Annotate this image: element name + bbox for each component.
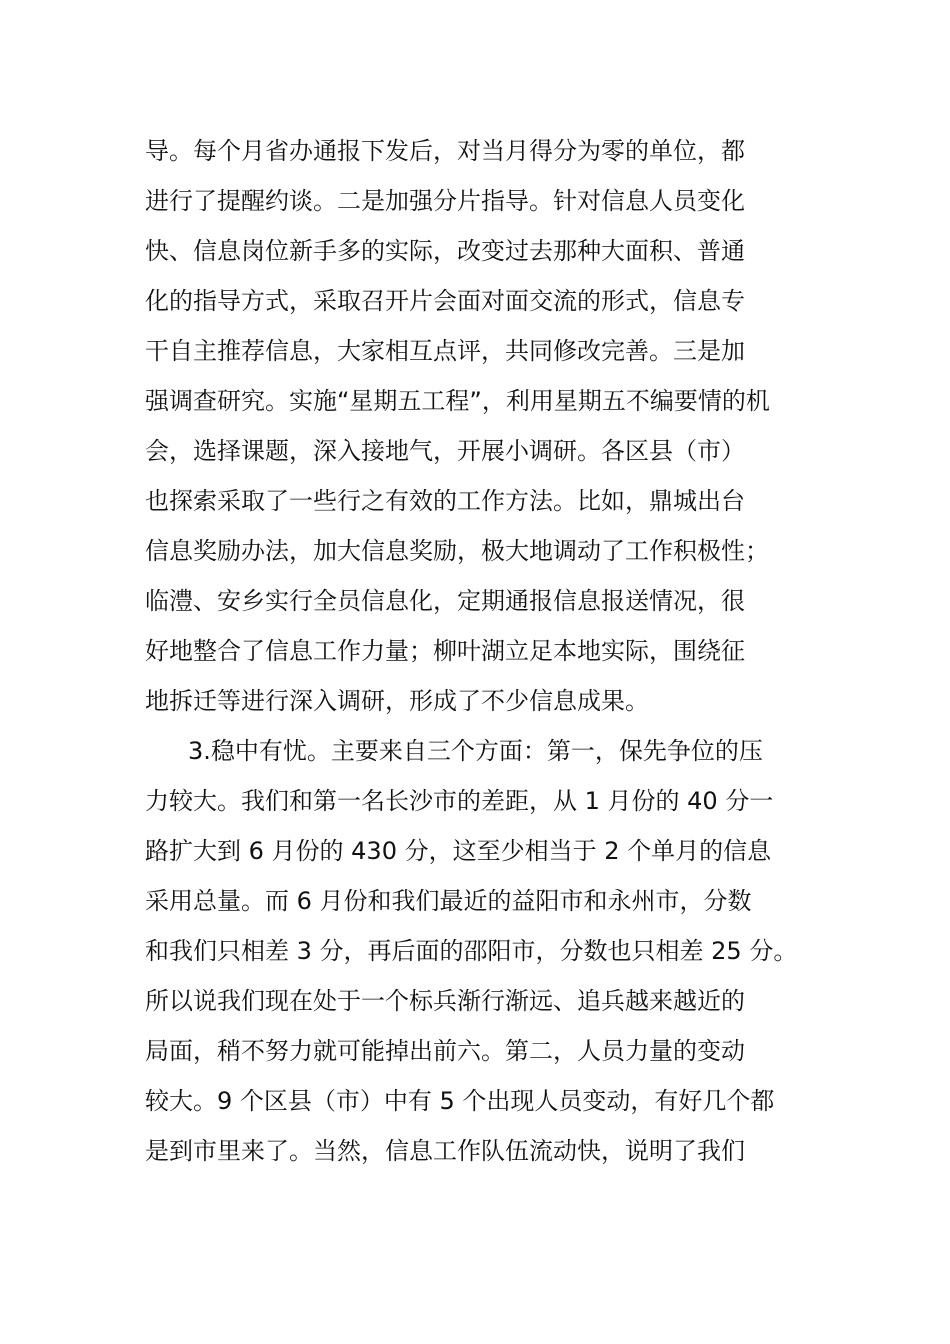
- text-line: 是到市里来了。当然，信息工作队伍流动快，说明了我们: [145, 1137, 745, 1165]
- text-line: 信息奖励办法，加大信息奖励，极大地调动了工作积极性；: [145, 537, 769, 565]
- text-line: 地拆迁等进行深入调研，形成了不少信息成果。: [145, 687, 649, 715]
- text-line: 临澧、安乡实行全员信息化，定期通报信息报送情况，很: [145, 587, 745, 615]
- text-line: 所以说我们现在处于一个标兵渐行渐远、追兵越来越近的: [145, 987, 745, 1015]
- text-line: 和我们只相差 3 分，再后面的邵阳市，分数也只相差 25 分。: [145, 937, 798, 965]
- text-line: 力较大。我们和第一名长沙市的差距，从 1 月份的 40 分一: [145, 787, 774, 815]
- text-line: 路扩大到 6 月份的 430 分，这至少相当于 2 个单月的信息: [145, 837, 772, 865]
- text-line: 进行了提醒约谈。二是加强分片指导。针对信息人员变化: [145, 187, 745, 215]
- text-line: 采用总量。而 6 月份和我们最近的益阳市和永州市，分数: [145, 887, 752, 915]
- paragraph-start-line: 3.稳中有忧。主要来自三个方面：第一，保先争位的压: [188, 737, 763, 765]
- text-line: 也探索采取了一些行之有效的工作方法。比如，鼎城出台: [145, 487, 745, 515]
- text-line: 导。每个月省办通报下发后，对当月得分为零的单位，都: [145, 137, 745, 165]
- text-line: 较大。9 个区县（市）中有 5 个出现人员变动，有好几个都: [145, 1087, 775, 1115]
- text-line: 干自主推荐信息，大家相互点评，共同修改完善。三是加: [145, 337, 745, 365]
- text-line: 会，选择课题，深入接地气，开展小调研。各区县（市）: [145, 437, 745, 465]
- text-line: 强调查研究。实施“星期五工程”，利用星期五不编要情的机: [145, 387, 770, 415]
- body-text: [145, 126, 825, 1176]
- text-line: 化的指导方式，采取召开片会面对面交流的形式，信息专: [145, 287, 745, 315]
- text-line: 快、信息岗位新手多的实际，改变过去那种大面积、普通: [145, 237, 745, 265]
- text-line: 局面，稍不努力就可能掉出前六。第二，人员力量的变动: [145, 1037, 745, 1065]
- text-line: 好地整合了信息工作力量；柳叶湖立足本地实际，围绕征: [145, 637, 745, 665]
